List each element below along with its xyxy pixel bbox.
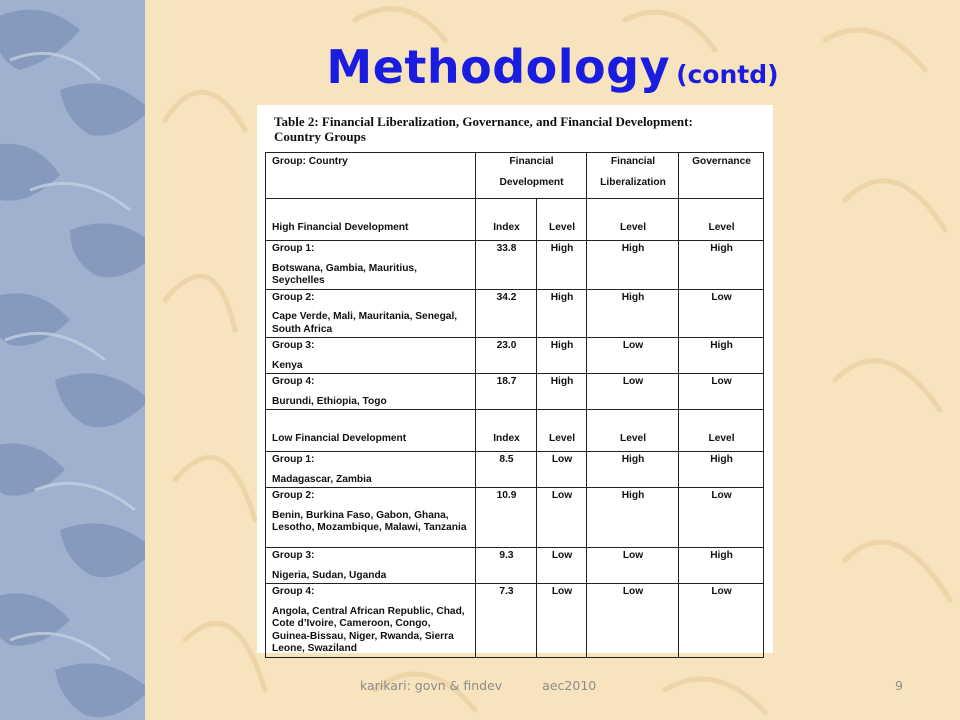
title-main: Methodology bbox=[326, 40, 671, 94]
section-header-row bbox=[266, 410, 764, 452]
decorative-side-panel bbox=[0, 0, 145, 720]
gov-level: High bbox=[679, 548, 764, 584]
col-level: Level bbox=[679, 410, 764, 452]
group-countries: Kenya bbox=[272, 359, 303, 371]
fd-level: High bbox=[537, 241, 587, 290]
index-value: 18.7 bbox=[476, 374, 537, 410]
gov-level: Low bbox=[679, 289, 764, 338]
fl-level: High bbox=[587, 241, 679, 290]
gov-level: High bbox=[679, 452, 764, 488]
group-cell bbox=[266, 452, 476, 488]
table-row bbox=[266, 241, 764, 290]
gov-level: Low bbox=[679, 584, 764, 658]
group-name: Group 3: bbox=[272, 340, 315, 351]
gov-level: High bbox=[679, 241, 764, 290]
fd-level: Low bbox=[537, 452, 587, 488]
group-name: Group 2: bbox=[272, 291, 315, 303]
side-panel-pattern bbox=[0, 0, 145, 720]
fl-level: Low bbox=[587, 374, 679, 410]
group-countries: Madagascar, Zambia bbox=[272, 473, 372, 485]
index-value: 23.0 bbox=[476, 338, 537, 374]
fl-level: Low bbox=[587, 548, 679, 584]
table-row bbox=[266, 584, 764, 658]
header-financial-liberalization: Financial Liberalization bbox=[587, 153, 679, 199]
group-cell bbox=[266, 584, 476, 658]
fl-level: High bbox=[587, 289, 679, 338]
group-cell bbox=[266, 374, 476, 410]
section-title: High Financial Development bbox=[266, 199, 476, 241]
col-index: Index bbox=[476, 410, 537, 452]
table-row bbox=[266, 374, 764, 410]
fl-level: High bbox=[587, 452, 679, 488]
fd-level: High bbox=[537, 338, 587, 374]
col-level: Level bbox=[587, 199, 679, 241]
col-level: Level bbox=[537, 199, 587, 241]
group-cell bbox=[266, 548, 476, 584]
header-group-country: Group: Country bbox=[266, 153, 476, 199]
col-level: Level bbox=[679, 199, 764, 241]
gov-level: Low bbox=[679, 374, 764, 410]
group-countries: Burundi, Ethiopia, Togo bbox=[272, 395, 387, 407]
group-name: Group 1: bbox=[272, 243, 315, 254]
table-row bbox=[266, 548, 764, 584]
slide-title bbox=[145, 40, 960, 94]
group-cell bbox=[266, 289, 476, 338]
index-value: 7.3 bbox=[476, 584, 537, 658]
table-row bbox=[266, 452, 764, 488]
footer-text: karikari: govn & findev bbox=[360, 678, 503, 693]
group-name: Group 3: bbox=[272, 550, 315, 561]
title-suffix: (contd) bbox=[676, 60, 779, 89]
table-header-row bbox=[266, 153, 764, 199]
group-name: Group 1: bbox=[272, 454, 315, 465]
page-number: 9 bbox=[895, 678, 903, 693]
slide-footer bbox=[360, 678, 596, 693]
table-figure bbox=[257, 105, 773, 653]
col-index: Index bbox=[476, 199, 537, 241]
group-name: Group 2: bbox=[272, 490, 315, 501]
group-countries: Nigeria, Sudan, Uganda bbox=[272, 569, 387, 581]
table-row bbox=[266, 488, 764, 548]
fl-level: Low bbox=[587, 584, 679, 658]
index-value: 10.9 bbox=[476, 488, 537, 548]
group-name: Group 4: bbox=[272, 586, 315, 597]
section-title: Low Financial Development bbox=[266, 410, 476, 452]
header-financial-development: Financial Development bbox=[476, 153, 587, 199]
caption-line-1: Table 2: Financial Liberalization, Governance, and Financial Development: bbox=[274, 114, 693, 129]
fd-level: High bbox=[537, 374, 587, 410]
footer-tag: aec2010 bbox=[542, 678, 597, 693]
group-cell bbox=[266, 488, 476, 548]
fd-level: Low bbox=[537, 488, 587, 548]
fd-level: Low bbox=[537, 548, 587, 584]
group-cell bbox=[266, 338, 476, 374]
country-groups-table bbox=[265, 152, 764, 658]
fd-level: High bbox=[537, 289, 587, 338]
index-value: 9.3 bbox=[476, 548, 537, 584]
header-governance: Governance bbox=[679, 153, 764, 199]
group-countries: Benin, Burkina Faso, Gabon, Ghana, Lesotho, Mozambique, Malawi, Tanzania bbox=[272, 509, 467, 533]
col-level: Level bbox=[587, 410, 679, 452]
index-value: 34.2 bbox=[476, 289, 537, 338]
fl-level: Low bbox=[587, 338, 679, 374]
caption-line-2: Country Groups bbox=[274, 129, 366, 144]
index-value: 8.5 bbox=[476, 452, 537, 488]
gov-level: High bbox=[679, 338, 764, 374]
group-name: Group 4: bbox=[272, 376, 315, 387]
group-cell bbox=[266, 241, 476, 290]
index-value: 33.8 bbox=[476, 241, 537, 290]
gov-level: Low bbox=[679, 488, 764, 548]
table-caption bbox=[274, 114, 764, 144]
group-countries: Angola, Central African Republic, Chad, Cote d’Ivoire, Cameroon, Congo, Guinea-Bissau, Niger, Rwanda, Sierra Leone, Swaziland bbox=[272, 605, 465, 654]
table-row bbox=[266, 338, 764, 374]
col-level: Level bbox=[537, 410, 587, 452]
group-countries: Botswana, Gambia, Mauritius, Seychelles bbox=[272, 262, 417, 286]
table-row bbox=[266, 289, 764, 338]
fd-level: Low bbox=[537, 584, 587, 658]
fl-level: High bbox=[587, 488, 679, 548]
section-header-row bbox=[266, 199, 764, 241]
group-countries: Cape Verde, Mali, Mauritania, Senegal, South Africa bbox=[272, 311, 458, 335]
